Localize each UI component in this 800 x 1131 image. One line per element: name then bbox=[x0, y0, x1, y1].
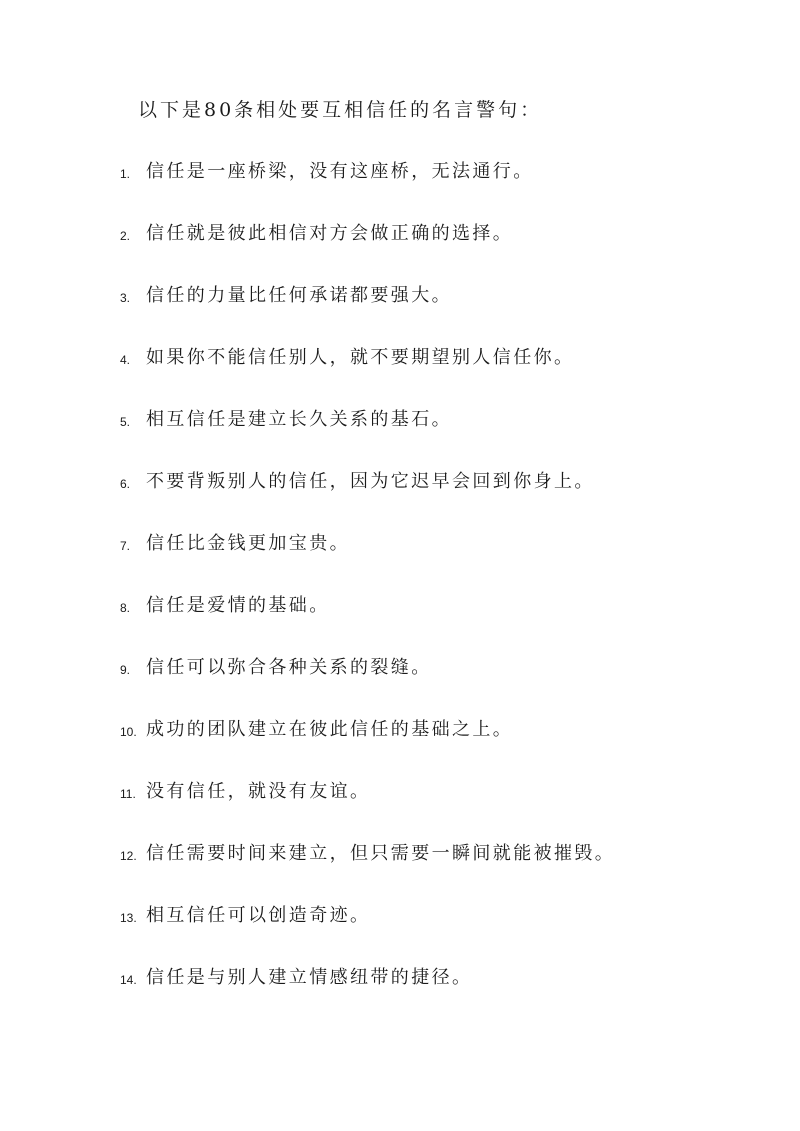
item-text: 没有信任，就没有友谊。 bbox=[146, 781, 371, 802]
list-item bbox=[0, 840, 800, 902]
item-number: 11. bbox=[120, 787, 136, 801]
list-item bbox=[0, 282, 800, 344]
list-item bbox=[0, 530, 800, 592]
item-number: 10. bbox=[120, 725, 137, 739]
item-number: 6. bbox=[120, 477, 131, 491]
item-text: 如果你不能信任别人，就不要期望别人信任你。 bbox=[146, 347, 575, 368]
intro-heading: 以下是80条相处要互相信任的名言警句： bbox=[138, 99, 543, 121]
item-text: 信任是与别人建立情感纽带的捷径。 bbox=[146, 967, 473, 988]
item-number: 4. bbox=[120, 353, 131, 367]
list-item bbox=[0, 468, 800, 530]
quote-list bbox=[0, 158, 800, 1026]
list-item bbox=[0, 406, 800, 468]
item-number: 1. bbox=[120, 167, 131, 181]
item-number: 13. bbox=[120, 911, 137, 925]
item-text: 信任需要时间来建立，但只需要一瞬间就能被摧毁。 bbox=[146, 843, 616, 864]
list-item bbox=[0, 592, 800, 654]
item-number: 14. bbox=[120, 973, 137, 987]
item-number: 9. bbox=[120, 663, 131, 677]
list-item bbox=[0, 158, 800, 220]
item-text: 信任的力量比任何承诺都要强大。 bbox=[146, 285, 452, 306]
list-item bbox=[0, 778, 800, 840]
list-item bbox=[0, 654, 800, 716]
item-number: 7. bbox=[120, 539, 131, 553]
item-text: 信任是一座桥梁，没有这座桥，无法通行。 bbox=[146, 161, 534, 182]
item-number: 5. bbox=[120, 415, 131, 429]
list-item bbox=[0, 964, 800, 1026]
item-text: 信任就是彼此相信对方会做正确的选择。 bbox=[146, 223, 514, 244]
item-number: 12. bbox=[120, 849, 137, 863]
item-number: 3. bbox=[120, 291, 131, 305]
list-item bbox=[0, 344, 800, 406]
item-text: 信任可以弥合各种关系的裂缝。 bbox=[146, 657, 432, 678]
item-text: 成功的团队建立在彼此信任的基础之上。 bbox=[146, 719, 514, 740]
item-text: 相互信任可以创造奇迹。 bbox=[146, 905, 371, 926]
list-item bbox=[0, 220, 800, 282]
item-text: 不要背叛别人的信任，因为它迟早会回到你身上。 bbox=[146, 471, 595, 492]
list-item bbox=[0, 716, 800, 778]
item-number: 8. bbox=[120, 601, 131, 615]
item-text: 信任比金钱更加宝贵。 bbox=[146, 533, 350, 554]
item-text: 信任是爱情的基础。 bbox=[146, 595, 330, 616]
list-item bbox=[0, 902, 800, 964]
item-number: 2. bbox=[120, 229, 131, 243]
item-text: 相互信任是建立长久关系的基石。 bbox=[146, 409, 452, 430]
